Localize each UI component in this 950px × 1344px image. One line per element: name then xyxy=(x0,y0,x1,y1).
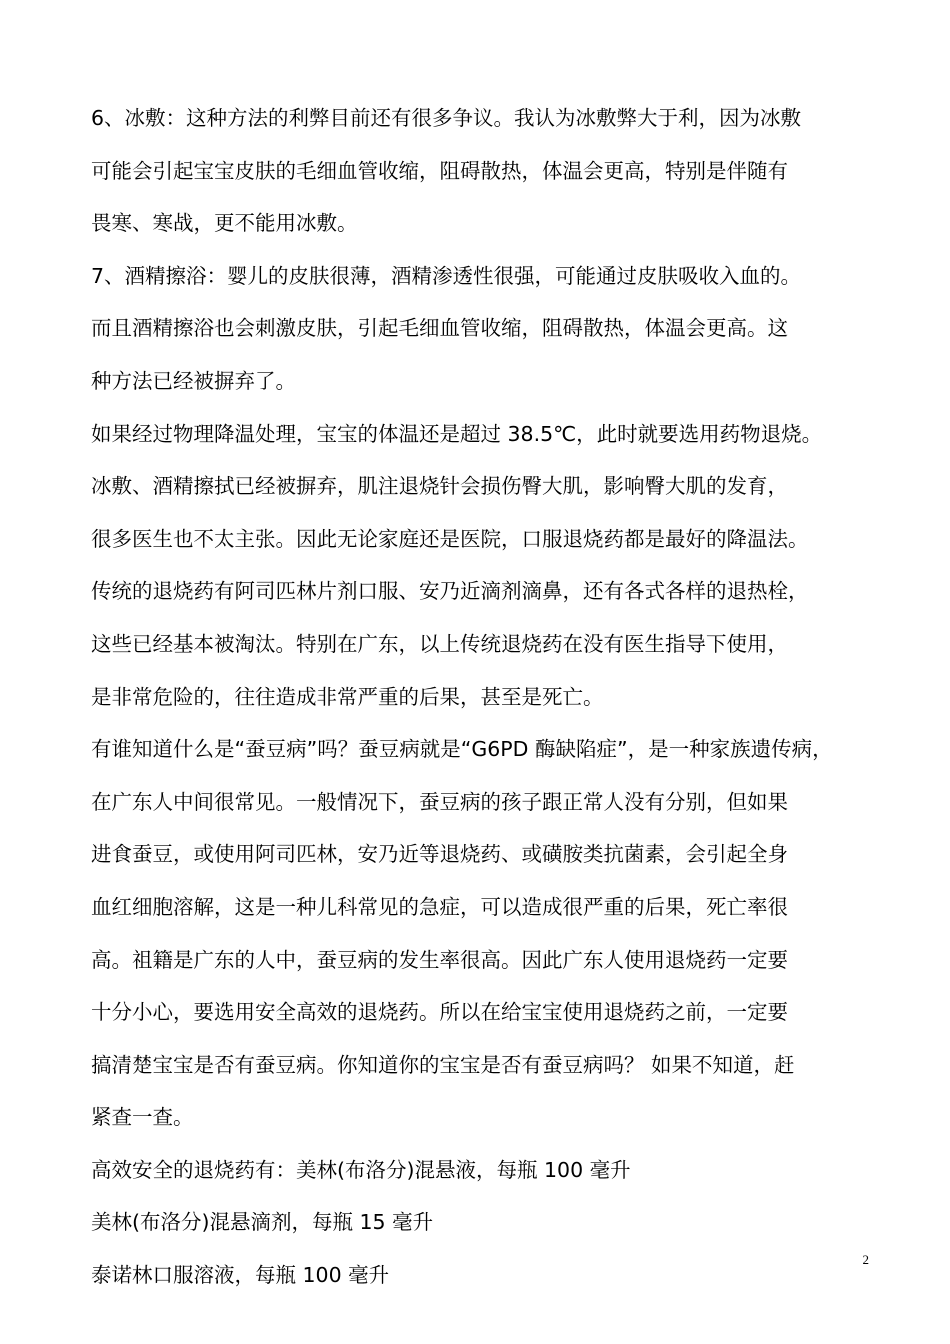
text-line: 畏寒、寒战，更不能用冰敷。 xyxy=(91,211,358,236)
text-line: 高。祖籍是广东的人中，蚕豆病的发生率很高。因此广东人使用退烧药一定要 xyxy=(91,947,788,972)
text-line: 冰敷、酒精擦拭已经被摒弃，肌注退烧针会损伤臀大肌，影响臀大肌的发育， xyxy=(91,474,788,499)
page-number: 2 xyxy=(862,1252,869,1267)
text-line: 种方法已经被摒弃了。 xyxy=(91,368,296,393)
text-line: 7、酒精擦浴：婴儿的皮肤很薄，酒精渗透性很强，可能通过皮肤吸收入血的。 xyxy=(91,263,802,288)
text-line: 这些已经基本被淘汰。特别在广东，以上传统退烧药在没有医生指导下使用， xyxy=(91,631,788,656)
text-line: 高效安全的退烧药有：美林(布洛分)混悬液，每瓶 100 毫升 xyxy=(91,1157,631,1182)
text-line: 6、冰敷：这种方法的利弊目前还有很多争议。我认为冰敷弊大于利，因为冰敷 xyxy=(91,106,802,130)
text-line: 传统的退烧药有阿司匹林片剂口服、安乃近滴剂滴鼻，还有各式各样的退热栓， xyxy=(91,579,809,604)
text-line: 在广东人中间很常见。一般情况下，蚕豆病的孩子跟正常人没有分别，但如果 xyxy=(91,789,788,814)
document-body xyxy=(91,92,866,1302)
text-line: 可能会引起宝宝皮肤的毛细血管收缩，阻碍散热，体温会更高，特别是伴随有 xyxy=(91,158,788,183)
text-line: 泰诺林口服溶液，每瓶 100 毫升 xyxy=(91,1263,390,1288)
text-line: 如果经过物理降温处理，宝宝的体温还是超过 38.5℃，此时就要选用药物退烧。 xyxy=(91,421,823,446)
text-line: 有谁知道什么是“蚕豆病”吗？蚕豆病就是“G6PD 酶缺陷症”，是一种家族遗传病， xyxy=(91,737,833,762)
text-line: 进食蚕豆，或使用阿司匹林，安乃近等退烧药、或磺胺类抗菌素，会引起全身 xyxy=(91,842,788,867)
text-line: 紧查一查。 xyxy=(91,1105,194,1130)
text-line: 血红细胞溶解，这是一种儿科常见的急症，可以造成很严重的后果，死亡率很 xyxy=(91,894,788,919)
text-line: 搞清楚宝宝是否有蚕豆病。你知道你的宝宝是否有蚕豆病吗？ 如果不知道，赶 xyxy=(91,1052,795,1077)
text-line: 美林(布洛分)混悬滴剂，每瓶 15 毫升 xyxy=(91,1210,434,1235)
text-line: 是非常危险的，往往造成非常严重的后果，甚至是死亡。 xyxy=(91,684,604,709)
text-line: 很多医生也不太主张。因此无论家庭还是医院，口服退烧药都是最好的降温法。 xyxy=(91,526,809,551)
text-line: 而且酒精擦浴也会刺激皮肤，引起毛细血管收缩，阻碍散热，体温会更高。这 xyxy=(91,316,788,341)
text-line: 十分小心，要选用安全高效的退烧药。所以在给宝宝使用退烧药之前，一定要 xyxy=(91,1000,788,1025)
